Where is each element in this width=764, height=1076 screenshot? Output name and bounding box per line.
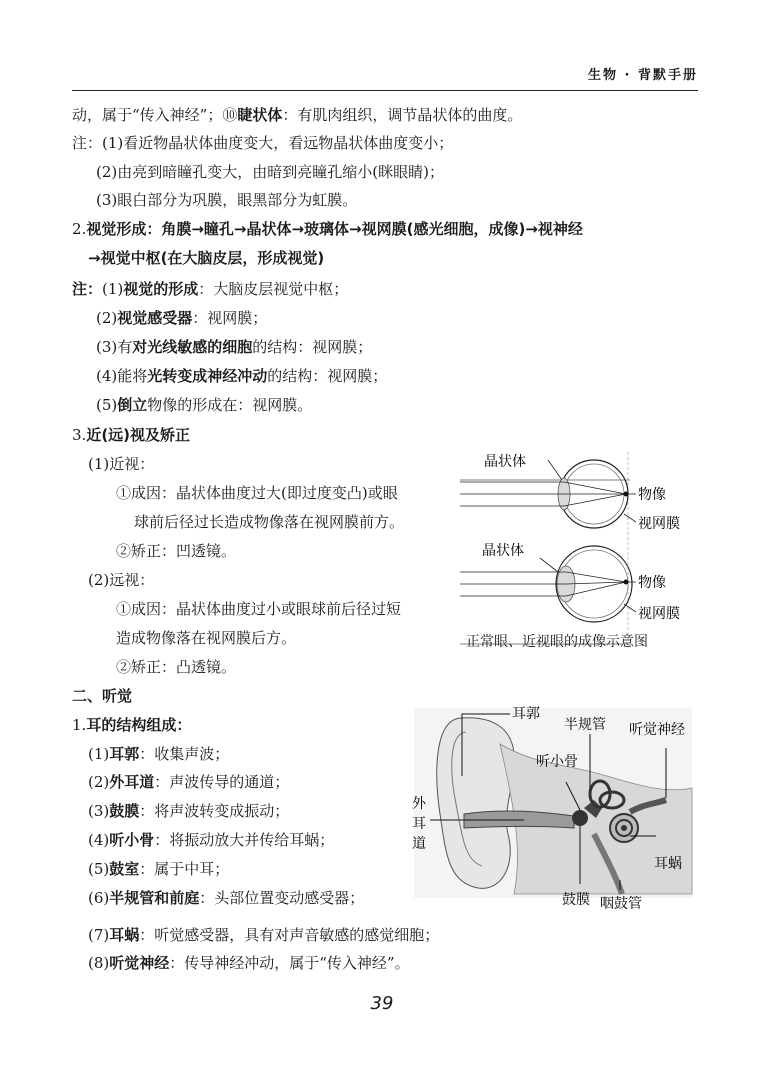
text-segment: (8): [88, 954, 110, 972]
lens-label-bottom: 晶状体: [482, 543, 524, 559]
text-line: [88, 248, 324, 268]
text-segment: (2)由亮到暗瞳孔变大，由暗到亮瞳孔缩小(眯眼睛)；: [96, 163, 444, 181]
text-segment: ：收集声波；: [139, 745, 230, 763]
text-line: [96, 308, 267, 328]
text-line: [88, 925, 439, 945]
text-segment: 1.: [72, 716, 87, 734]
text-line: [72, 686, 132, 706]
text-segment: ：属于中耳；: [139, 860, 230, 878]
label-ossicles: 听小骨: [536, 754, 578, 770]
lens-label-top: 晶状体: [484, 454, 526, 470]
bold-term: 对光线敏感的细胞: [132, 338, 253, 356]
page-number: 39: [370, 993, 394, 1014]
text-line: [72, 715, 191, 735]
image-label-top: 物像: [638, 487, 666, 503]
text-segment: (2): [88, 773, 110, 791]
ear-structure-figure: [404, 704, 704, 916]
text-line: [116, 628, 296, 648]
bold-term: 耳郭: [109, 745, 140, 763]
text-line: [88, 772, 289, 792]
text-segment: (7): [88, 926, 110, 944]
text-line: [96, 337, 372, 357]
text-segment: (3)有: [96, 338, 133, 356]
bold-term: 光转变成神经冲动: [147, 367, 268, 385]
label-ear-canal-2: 耳: [412, 816, 426, 832]
text-segment: 的结构：视网膜；: [252, 338, 373, 356]
retina-label-bottom: 视网膜: [638, 606, 680, 622]
bold-term: 耳的结构组成：: [86, 716, 192, 734]
bold-term: 听小骨: [109, 831, 155, 849]
text-segment: ②矫正：凹透镜。: [116, 542, 237, 560]
text-segment: ：将声波转变成振动；: [139, 802, 290, 820]
text-segment: ：声波传导的通道；: [154, 773, 290, 791]
text-line: [116, 599, 401, 619]
bold-term: 睫状体: [237, 106, 283, 124]
label-cochlea: 耳蜗: [654, 856, 682, 872]
bold-term: 鼓室: [109, 860, 140, 878]
bold-term: 鼓膜: [109, 802, 140, 820]
text-segment: (5): [96, 396, 118, 414]
header-rule: [72, 90, 698, 91]
text-line: [88, 859, 229, 879]
text-segment: ②矫正：凸透镜。: [116, 658, 237, 676]
bold-term: 听觉神经: [109, 954, 170, 972]
bold-term: 半规管和前庭: [109, 889, 200, 907]
text-segment: ：头部位置变动感受器；: [199, 889, 365, 907]
text-line: [88, 830, 334, 850]
eye-imaging-figure: [460, 452, 700, 652]
eye-diagram: [460, 452, 700, 652]
text-segment: (1): [88, 745, 110, 763]
bold-term: 二、听觉: [72, 687, 133, 705]
text-segment: ：传导神经冲动，属于“传入神经”。: [169, 954, 410, 972]
label-ear-canal-3: 道: [412, 836, 426, 852]
label-semicircular-canals: 半规管: [564, 717, 606, 733]
label-ear-canal-1: 外: [412, 796, 426, 812]
text-segment: ：有肌肉组织，调节晶状体的曲度。: [282, 106, 523, 124]
label-eardrum: 鼓膜: [562, 892, 590, 908]
text-line: [72, 133, 453, 153]
text-line: [88, 744, 229, 764]
text-line: [116, 483, 398, 503]
text-segment: (3)眼白部分为巩膜，眼黑部分为虹膜。: [96, 191, 358, 209]
text-segment: (2)远视：: [88, 571, 155, 589]
text-segment: 注：(1)看近物晶状体曲度变大，看远物晶状体曲度变小；: [72, 134, 454, 152]
ear-diagram: [404, 704, 704, 916]
text-segment: 的结构：视网膜；: [267, 367, 388, 385]
text-segment: (2): [96, 309, 118, 327]
text-line: [72, 279, 348, 299]
bold-term: 近(远)视及矫正: [86, 426, 191, 444]
normal-eye: [460, 460, 636, 528]
text-line: [72, 219, 583, 239]
text-segment: ：大脑皮层视觉中枢；: [198, 280, 349, 298]
text-segment: ：视网膜；: [192, 309, 268, 327]
text-segment: (4): [88, 831, 110, 849]
text-line: [88, 801, 289, 821]
text-segment: 3.: [72, 426, 87, 444]
text-line: [96, 162, 444, 182]
text-segment: 2.: [72, 220, 87, 238]
bold-term: 耳蜗: [109, 926, 140, 944]
text-segment: (3): [88, 802, 110, 820]
text-line: [72, 425, 190, 445]
label-pinna: 耳郭: [512, 706, 540, 722]
text-line: [96, 395, 312, 415]
running-header: 生物 · 背默手册: [588, 68, 698, 83]
bold-term: 视觉的形成: [123, 280, 199, 298]
eye-figure-caption: 正常眼、近视眼的成像示意图: [466, 634, 648, 650]
text-segment: (5): [88, 860, 110, 878]
text-line: [116, 541, 236, 561]
bold-term: 外耳道: [109, 773, 155, 791]
bold-term: 视觉形成：角膜→瞳孔→晶状体→玻璃体→视网膜(感光细胞，成像)→视神经: [86, 220, 583, 238]
text-line: [96, 366, 387, 386]
text-segment: ①成因：晶状体曲度过大(即过度变凸)或眼: [116, 484, 398, 502]
bold-term: 倒立: [117, 396, 148, 414]
text-line: [88, 953, 410, 973]
text-segment: (6): [88, 889, 110, 907]
bold-term: →视觉中枢(在大脑皮层，形成视觉): [88, 249, 325, 267]
text-line: [116, 657, 236, 677]
text-segment: (4)能将: [96, 367, 148, 385]
retina-label-top: 视网膜: [638, 516, 680, 532]
bold-term: 视觉感受器: [117, 309, 193, 327]
label-auditory-nerve: 听觉神经: [629, 722, 685, 738]
text-line: [88, 570, 154, 590]
label-eustachian-tube: 咽鼓管: [600, 896, 642, 912]
text-line: [88, 454, 154, 474]
text-segment: 造成物像落在视网膜后方。: [116, 629, 297, 647]
text-segment: 动，属于“传入神经”；⑩: [72, 106, 238, 124]
text-segment: (1)近视：: [88, 455, 155, 473]
text-segment: 物像的形成在：视网膜。: [147, 396, 313, 414]
text-line: [88, 888, 364, 908]
text-segment: ①成因：晶状体曲度过小或眼球前后径过短: [116, 600, 402, 618]
text-segment: (1): [102, 280, 124, 298]
text-segment: 球前后径过长造成物像落在视网膜前方。: [134, 513, 405, 531]
text-line: [96, 190, 357, 210]
image-label-bottom: 物像: [638, 575, 666, 591]
bold-term: 注：: [72, 280, 103, 298]
text-line: [72, 105, 522, 125]
text-line: [134, 512, 404, 532]
text-segment: ：听觉感受器，具有对声音敏感的感觉细胞；: [139, 926, 440, 944]
text-segment: ：将振动放大并传给耳蜗；: [154, 831, 335, 849]
